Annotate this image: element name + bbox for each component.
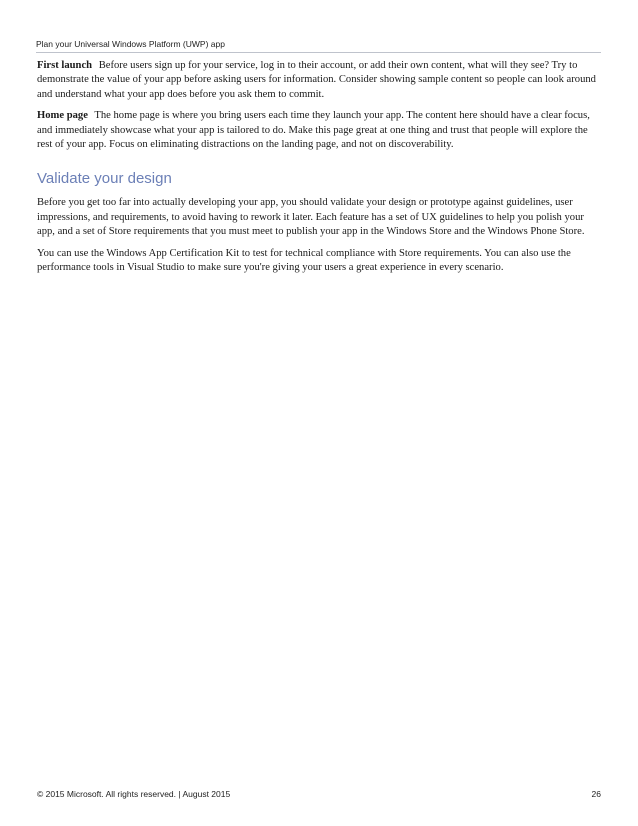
- validate-paragraph-2: You can use the Windows App Certification Kit to test for technical compliance with Store requirements. You can also use the performance tools in Visual Studio to make sure you're giving your users a great experience in every scenario.: [37, 247, 571, 274]
- page-number: 26: [591, 789, 601, 799]
- validate-paragraph-1: Before you get too far into actually developing your app, you should validate your design or prototype against guidelines, user impressions, and requirements, to avoid having to rework it later. Each feature has a set of UX guidelines to help you polish your app, and a set of Store requirements that you must meet to publish your app in the Windows Store and the Windows Phone Store.: [37, 197, 585, 238]
- home-page-paragraph: [37, 109, 601, 152]
- section-heading-validate-design: Validate your design: [37, 170, 172, 188]
- first-launch-paragraph: [37, 59, 601, 102]
- page-body: [37, 59, 601, 282]
- running-header: [36, 38, 601, 53]
- first-launch-term: First launch: [37, 60, 93, 71]
- footer-copyright: © 2015 Microsoft. All rights reserved. | August 2015: [37, 789, 231, 799]
- running-header-title: Plan your Universal Windows Platform (UWP) app: [36, 39, 225, 49]
- first-launch-text: Before users sign up for your service, log in to their account, or add their own content, what will they see? Try to demonstrate the value of your app before asking users for information. Consider showing sample content so people can look around and understand what your app does before you ask them to commit.: [37, 60, 596, 100]
- home-page-text: The home page is where you bring users each time they launch your app. The content here should have a clear focus, and immediately showcase what your app is tailored to do. Make this page great at one thing and trust that people will explore the rest of your app. Focus on eliminating distractions on the landing page, and not on discoverability.: [37, 110, 590, 151]
- home-page-term: Home page: [37, 110, 88, 122]
- running-footer: [37, 788, 601, 800]
